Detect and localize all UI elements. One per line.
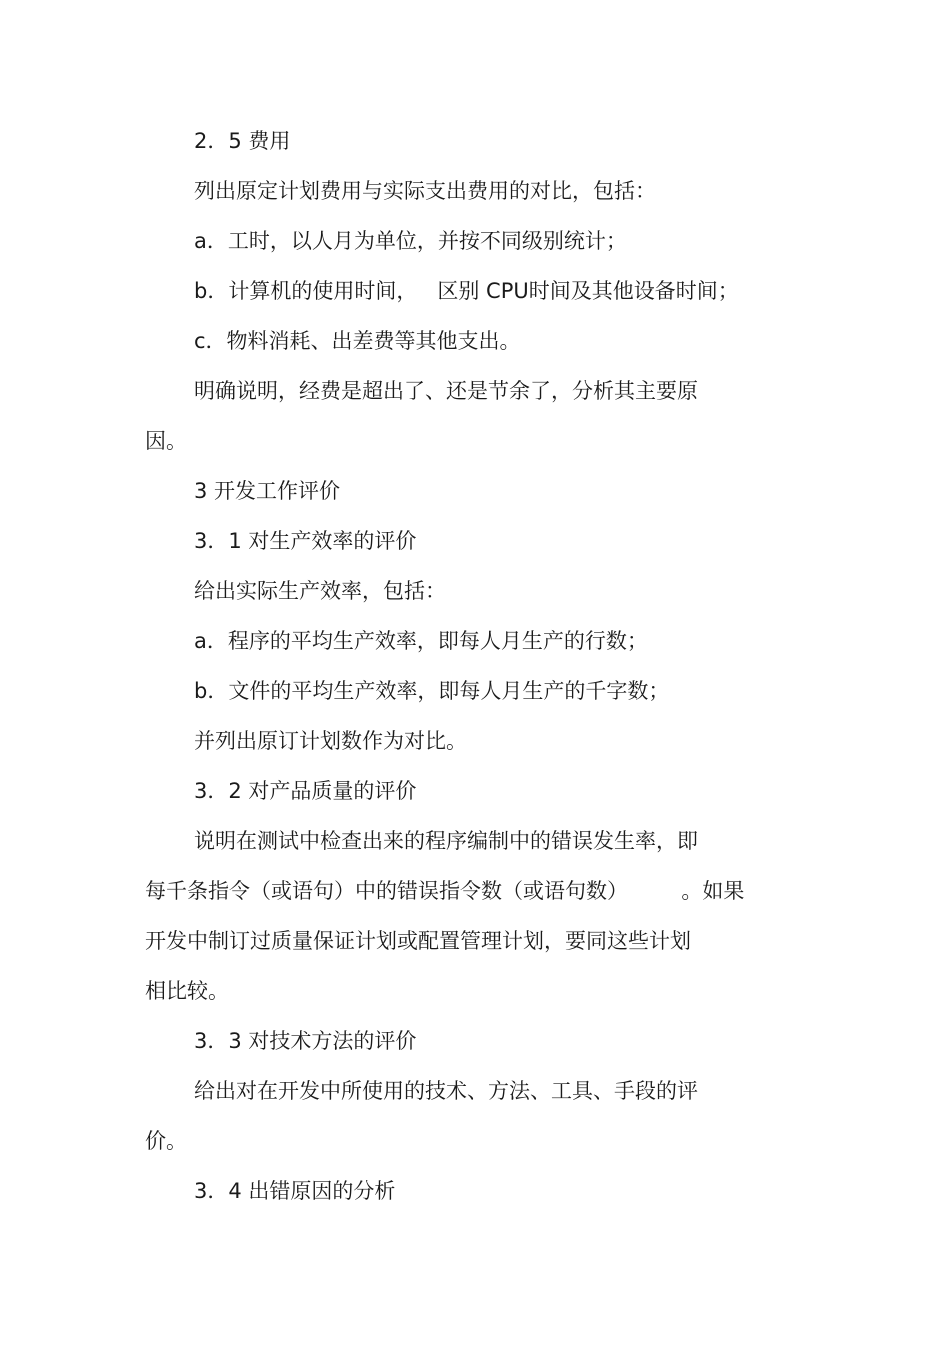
section-heading-3-4: 3．4 出错原因的分析 [194,1179,396,1203]
paragraph-line-continued: 每千条指令（或语句）中的错误指令数（或语句数） 。如果 [145,879,745,903]
paragraph-line: 说明在测试中检查出来的程序编制中的错误发生率，即 [194,829,698,853]
list-item-c: c．物料消耗、出差费等其他支出。 [194,329,521,353]
paragraph-line-continued: 因。 [145,429,187,453]
list-item-a: a．程序的平均生产效率，即每人月生产的行数； [194,629,648,653]
section-heading-3: 3 开发工作评价 [194,479,341,503]
paragraph-line: 明确说明，经费是超出了、还是节余了，分析其主要原 [194,379,698,403]
section-heading-3-2: 3．2 对产品质量的评价 [194,779,417,803]
section-heading-3-3: 3．3 对技术方法的评价 [194,1029,417,1053]
paragraph-line-continued: 开发中制订过质量保证计划或配置管理计划，要同这些计划 [145,929,691,953]
paragraph-line-continued: 价。 [145,1129,187,1153]
paragraph-line: 并列出原订计划数作为对比。 [194,729,467,753]
list-item-b: b．文件的平均生产效率，即每人月生产的千字数； [194,679,670,703]
paragraph-line: 列出原定计划费用与实际支出费用的对比，包括： [194,179,656,203]
section-heading-2-5: 2．5 费用 [194,129,291,153]
list-item-b: b．计算机的使用时间， 区别 CPU时间及其他设备时间； [194,279,739,303]
list-item-a: a．工时，以人月为单位，并按不同级别统计； [194,229,627,253]
paragraph-line: 给出实际生产效率，包括： [194,579,446,603]
paragraph-line-continued: 相比较。 [145,979,229,1003]
section-heading-3-1: 3．1 对生产效率的评价 [194,529,417,553]
paragraph-line: 给出对在开发中所使用的技术、方法、工具、手段的评 [194,1079,698,1103]
